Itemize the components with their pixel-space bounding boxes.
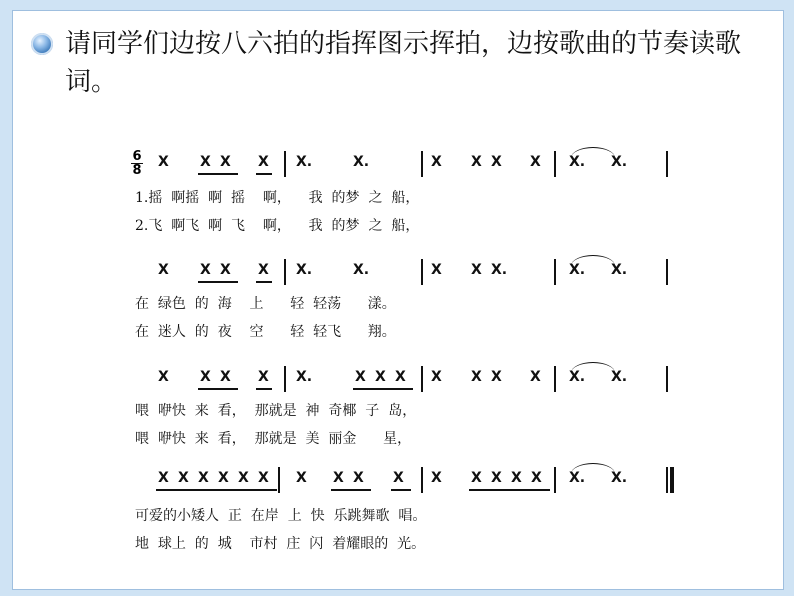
rhythm-note: X	[431, 154, 442, 170]
rhythm-note: X	[218, 470, 229, 486]
lyric-line: 1.摇 啊摇 啊 摇 啊， 我 的梦 之 船，	[135, 190, 420, 206]
rhythm-note: X	[491, 470, 502, 486]
barline	[554, 259, 556, 285]
rhythm-note: X.	[296, 262, 313, 278]
rhythm-beam	[469, 489, 550, 491]
rhythm-note: X	[431, 262, 442, 278]
rhythm-note: X	[530, 154, 541, 170]
rhythm-note: X	[178, 470, 189, 486]
barline	[284, 259, 286, 285]
rhythm-beam	[391, 489, 411, 491]
rhythm-note: X	[431, 470, 442, 486]
lyric-line: 喂 咿快 来 看， 那就是 美 丽金 星，	[135, 431, 412, 447]
rhythm-note: X.	[353, 154, 370, 170]
rhythm-note: X	[530, 369, 541, 385]
rhythm-note: X.	[611, 154, 628, 170]
rhythm-beam	[353, 388, 413, 390]
barline	[666, 467, 668, 493]
rhythm-note: X	[353, 470, 364, 486]
rhythm-note: X.	[569, 470, 586, 486]
barline	[666, 366, 668, 392]
rhythm-note: X.	[569, 262, 586, 278]
rhythm-note: X	[258, 262, 269, 278]
rhythm-note: X.	[611, 470, 628, 486]
time-signature-numerator: 6	[132, 149, 142, 164]
rhythm-note: X.	[569, 369, 586, 385]
rhythm-beam	[256, 281, 272, 283]
rhythm-note: X	[200, 262, 211, 278]
final-barline	[670, 467, 674, 493]
rhythm-beam	[256, 388, 272, 390]
rhythm-note: X.	[296, 154, 313, 170]
rhythm-note: X	[200, 154, 211, 170]
tie-slur	[571, 255, 615, 266]
rhythm-beam	[198, 281, 238, 283]
rhythm-note: X	[220, 369, 231, 385]
rhythm-note: X	[471, 470, 482, 486]
rhythm-note: X	[258, 154, 269, 170]
rhythm-note: X.	[569, 154, 586, 170]
barline	[554, 151, 556, 177]
slide	[12, 10, 784, 590]
rhythm-note: X.	[353, 262, 370, 278]
rhythm-note: X	[296, 470, 307, 486]
instruction-text: 请同学们边按八六拍的指挥图示挥拍，边按歌曲的节奏读歌词。	[65, 29, 742, 97]
lyric-line: 地 球上 的 城 市村 庄 闪 着耀眼的 光。	[135, 536, 426, 552]
tie-slur	[571, 362, 615, 373]
barline	[554, 467, 556, 493]
rhythm-beam	[256, 173, 272, 175]
lyric-line: 在 迷人 的 夜 空 轻 轻飞 翔。	[135, 324, 396, 340]
barline	[666, 151, 668, 177]
rhythm-note: X	[471, 154, 482, 170]
rhythm-score	[13, 11, 783, 589]
rhythm-note: X	[258, 369, 269, 385]
lyric-line: 可爱的小矮人 正 在岸 上 快 乐跳舞歌 唱。	[135, 508, 427, 524]
rhythm-note: X	[158, 154, 169, 170]
rhythm-note: X	[198, 470, 209, 486]
rhythm-note: X	[220, 154, 231, 170]
rhythm-note: X	[395, 369, 406, 385]
time-signature-denominator: 8	[132, 163, 142, 178]
rhythm-note: X	[431, 369, 442, 385]
rhythm-note: X	[158, 470, 169, 486]
rhythm-note: X	[220, 262, 231, 278]
rhythm-note: X.	[611, 369, 628, 385]
rhythm-beam	[198, 388, 238, 390]
rhythm-beam	[156, 489, 277, 491]
rhythm-note: X	[258, 470, 269, 486]
time-signature	[131, 151, 143, 176]
barline	[421, 151, 423, 177]
rhythm-note: X	[158, 369, 169, 385]
barline	[284, 151, 286, 177]
rhythm-note: X.	[611, 262, 628, 278]
rhythm-note: X	[491, 154, 502, 170]
rhythm-note: X	[238, 470, 249, 486]
rhythm-note: X	[393, 470, 404, 486]
rhythm-note: X.	[491, 262, 508, 278]
rhythm-note: X	[491, 369, 502, 385]
rhythm-note: X	[333, 470, 344, 486]
rhythm-note: X	[355, 369, 366, 385]
rhythm-note: X	[375, 369, 386, 385]
rhythm-note: X	[511, 470, 522, 486]
barline	[666, 259, 668, 285]
lyric-line: 在 绿色 的 海 上 轻 轻荡 漾。	[135, 296, 396, 312]
barline	[421, 259, 423, 285]
barline	[554, 366, 556, 392]
barline	[284, 366, 286, 392]
barline	[421, 467, 423, 493]
lyric-line: 2.飞 啊飞 啊 飞 啊， 我 的梦 之 船，	[135, 218, 420, 234]
rhythm-note: X	[531, 470, 542, 486]
barline	[278, 467, 280, 493]
rhythm-note: X	[200, 369, 211, 385]
barline	[421, 366, 423, 392]
rhythm-note: X	[471, 369, 482, 385]
rhythm-note: X.	[296, 369, 313, 385]
tie-slur	[571, 147, 615, 158]
tie-slur	[571, 463, 615, 474]
rhythm-beam	[198, 173, 238, 175]
lyric-line: 喂 咿快 来 看， 那就是 神 奇椰 子 岛，	[135, 403, 417, 419]
rhythm-note: X	[471, 262, 482, 278]
rhythm-beam	[331, 489, 371, 491]
rhythm-note: X	[158, 262, 169, 278]
